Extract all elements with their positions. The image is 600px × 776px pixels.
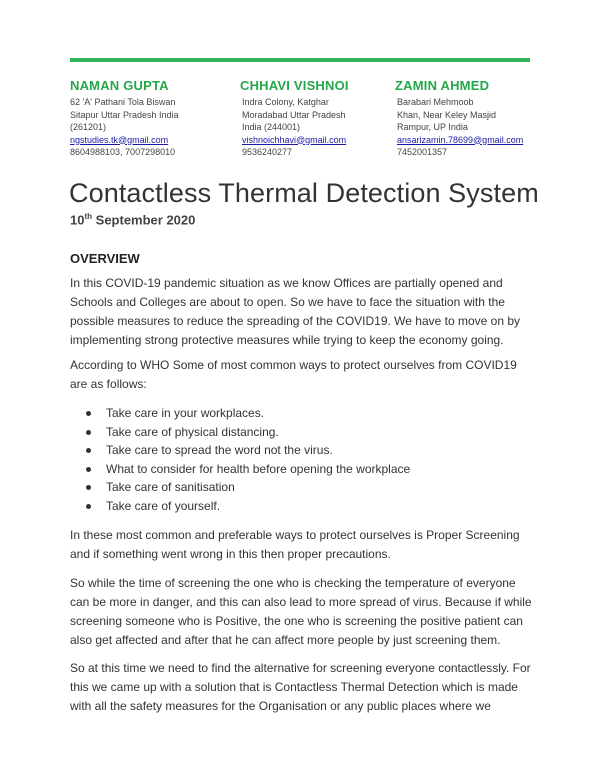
list-item-text: Take care of physical distancing.	[106, 424, 279, 439]
author-phone: 9536240277	[242, 147, 293, 157]
bullet-icon	[86, 467, 91, 472]
author-block-chhavi	[240, 78, 349, 159]
author-block-naman	[70, 78, 179, 159]
paragraph: So while the time of screening the one who is checking the temperature of everyone can be more in danger, and this can also lead to more spread of virus. Because if while screening someone who is Positive, the one who is screening the positive patient can also get affected and after that he can affect more people by just screening them.	[70, 576, 532, 647]
paragraph: According to WHO Some of most common ways to protect ourselves from COVID19 are as follows:	[70, 358, 517, 391]
paragraph: In these most common and preferable ways to protect ourselves is Proper Screening and if something went wrong in this then proper precautions.	[70, 528, 520, 561]
author-phone: 7452001357	[397, 147, 448, 157]
bullet-icon	[86, 485, 91, 490]
list-item	[86, 460, 410, 479]
author-email-link[interactable]: ansarizamin.78699@gmail.com	[397, 134, 524, 145]
list-item	[86, 423, 410, 442]
author-phone: 8604988103, 7007298010	[70, 147, 176, 157]
author-address-line: Indra Colony, Katghar	[242, 97, 329, 107]
author-email-link[interactable]: vishnoichhavi@gmail.com	[242, 134, 347, 145]
author-address-line: (261201)	[70, 122, 107, 132]
list-item	[86, 478, 410, 497]
bullet-icon	[86, 411, 91, 416]
author-name: ZAMIN AHMED	[395, 78, 490, 93]
author-address-line: Barabari Mehmoob	[397, 97, 474, 107]
list-item	[86, 404, 410, 423]
bullet-icon	[86, 448, 91, 453]
author-name: NAMAN GUPTA	[70, 78, 169, 93]
author-address-line: Rampur, UP India	[397, 122, 468, 132]
author-address-line: Sitapur Uttar Pradesh India	[70, 109, 179, 120]
list-item-text: Take care of yourself.	[106, 498, 221, 513]
date-suffix: th	[84, 212, 93, 221]
author-address-line: Moradabad Uttar Pradesh	[242, 109, 346, 120]
list-item-text: Take care of sanitisation	[106, 480, 235, 494]
date-day: 10	[70, 212, 85, 228]
document-title: Contactless Thermal Detection System	[69, 178, 539, 208]
list-item	[86, 497, 410, 516]
author-address-line: 62 'A' Pathani Tola Biswan	[70, 97, 176, 107]
overview-heading: OVERVIEW	[70, 251, 140, 266]
document-date	[70, 212, 195, 227]
list-item-text: Take care to spread the word not the virus.	[106, 443, 333, 457]
date-rest: September 2020	[92, 212, 196, 228]
bullet-icon	[86, 504, 91, 509]
author-email-link[interactable]: ngstudies.tk@gmail.com	[70, 134, 169, 145]
paragraph: So at this time we need to find the alternative for screening everyone contactlessly. For this we came up with a solution that is Contactless Thermal Detection which is made with all the safety measures for the Organisation or any public places where we	[70, 661, 531, 713]
author-name: CHHAVI VISHNOI	[240, 78, 349, 93]
list-item	[86, 441, 410, 460]
list-item-text: What to consider for health before opening the workplace	[106, 461, 411, 476]
list-item-text: Take care in your workplaces.	[106, 406, 265, 420]
paragraph: In this COVID-19 pandemic situation as we know Offices are partially opened and Schools and Colleges are about to open. So we have to face the situation with the possible measures to reduce the spreading of the COVID19. We have to move on by implementing strong protective measures while trying to keep the economy going.	[70, 276, 521, 347]
header-rule	[70, 58, 530, 62]
protection-measures-list	[86, 404, 410, 515]
author-address-line: India (244001)	[242, 122, 301, 132]
bullet-icon	[86, 430, 91, 435]
author-address-line: Khan, Near Keley Masjid	[397, 109, 497, 120]
author-block-zamin	[395, 78, 523, 159]
